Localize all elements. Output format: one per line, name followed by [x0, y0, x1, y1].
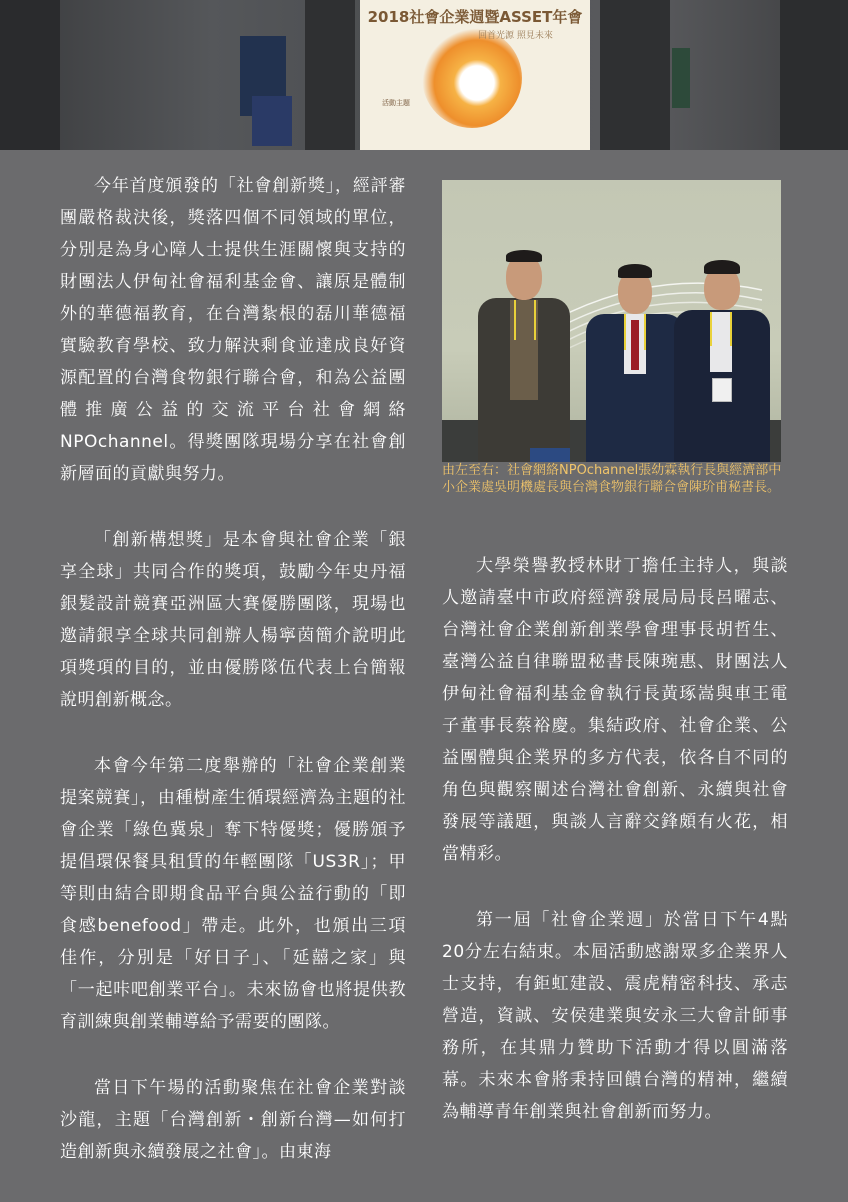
poster-theme-label: 活動主題	[382, 99, 410, 107]
paragraph: 第一屆「社會企業週」於當日下午4點20分左右結束。本屆活動感謝眾多企業界人士支持，有鉅虹建設、震虎精密科技、承志營造，資誠、安侯建業與安永三大會計師事務所，在其鼎力贊助下活動才得以圓滿落幕。未來本會將秉持回饋台灣的精神，繼續為輔導青年創業與社會創新而努力。	[442, 910, 788, 1122]
paragraph: 今年首度頒發的「社會創新獎」，經評審團嚴格裁決後，獎落四個不同領域的單位，分別是為身心障人士提供生涯關懷與支持的財團法人伊甸社會福利基金會、讓原是體制外的華德福教育，在台灣紮根的磊川華德福實驗教育學校、致力解決剩食並達成良好資源配置的台灣食物銀行聯合會，和為公益團體推廣公益的交流平台社會網絡NPOchannel。得獎團隊現場分享在社會創新層面的貢獻與努力。	[60, 176, 406, 484]
person-right	[668, 260, 776, 462]
notice-board	[252, 96, 292, 146]
notice-board	[672, 48, 690, 108]
paragraph: 「創新構想獎」是本會與社會企業「銀享全球」共同合作的獎項，鼓勵今年史丹福銀髮設計競賽亞洲區大賽優勝團隊，現場也邀請銀享全球共同創辦人楊寧茵簡介說明此項獎項的目的，並由優勝隊伍代表上台簡報說明創新概念。	[60, 530, 406, 710]
header-banner-photo	[0, 0, 848, 150]
poster-subtitle: 回首光源 照見未來	[478, 31, 553, 41]
paragraph: 本會今年第二度舉辦的「社會企業創業提案競賽」，由種樹產生循環經濟為主題的社會企業「綠色冀泉」奪下特優獎；優勝頒予提倡環保餐具租賃的年輕團隊「US3R」；甲等則由結合即期食品平台與公益行動的「即食感benefood」帶走。此外，也頒出三項佳作，分別是「好日子」、「延囍之家」與「一起咔吧創業平台」。未來協會也將提供教育訓練與創業輔導給予需要的團隊。	[60, 756, 406, 1032]
poster-logo	[422, 28, 522, 128]
photo-caption: 由左至右：社會網絡NPOchannel張幼霖執行長與經濟部中小企業處吳明機處長與台灣食物銀行聯合會陳玠甫秘書長。	[442, 463, 782, 495]
left-text-column	[60, 170, 406, 1202]
paragraph: 當日下午場的活動聚焦在社會企業對談沙龍，主題「台灣創新・創新台灣—如何打造創新與永續發展之社會」。由東海	[60, 1078, 406, 1162]
right-text-column	[442, 550, 788, 1162]
person-left	[470, 250, 580, 462]
paragraph: 大學榮譽教授林財丁擔任主持人，與談人邀請臺中市政府經濟發展局局長呂曜志、台灣社會企業創新創業學會理事長胡哲生、臺灣公益自律聯盟秘書長陳琬惠、財團法人伊甸社會福利基金會執行長黃琢嵩與車王電子董事長蔡裕慶。集結政府、社會企業、公益團體與企業界的多方代表，依各自不同的角色與觀察闡述台灣社會創新、永續與社會發展等議題，與談人言辭交鋒頗有火花，相當精彩。	[442, 556, 788, 864]
award-photo	[442, 180, 781, 462]
event-poster	[360, 0, 590, 150]
poster-title: 2018社會企業週暨ASSET年會	[367, 8, 583, 26]
